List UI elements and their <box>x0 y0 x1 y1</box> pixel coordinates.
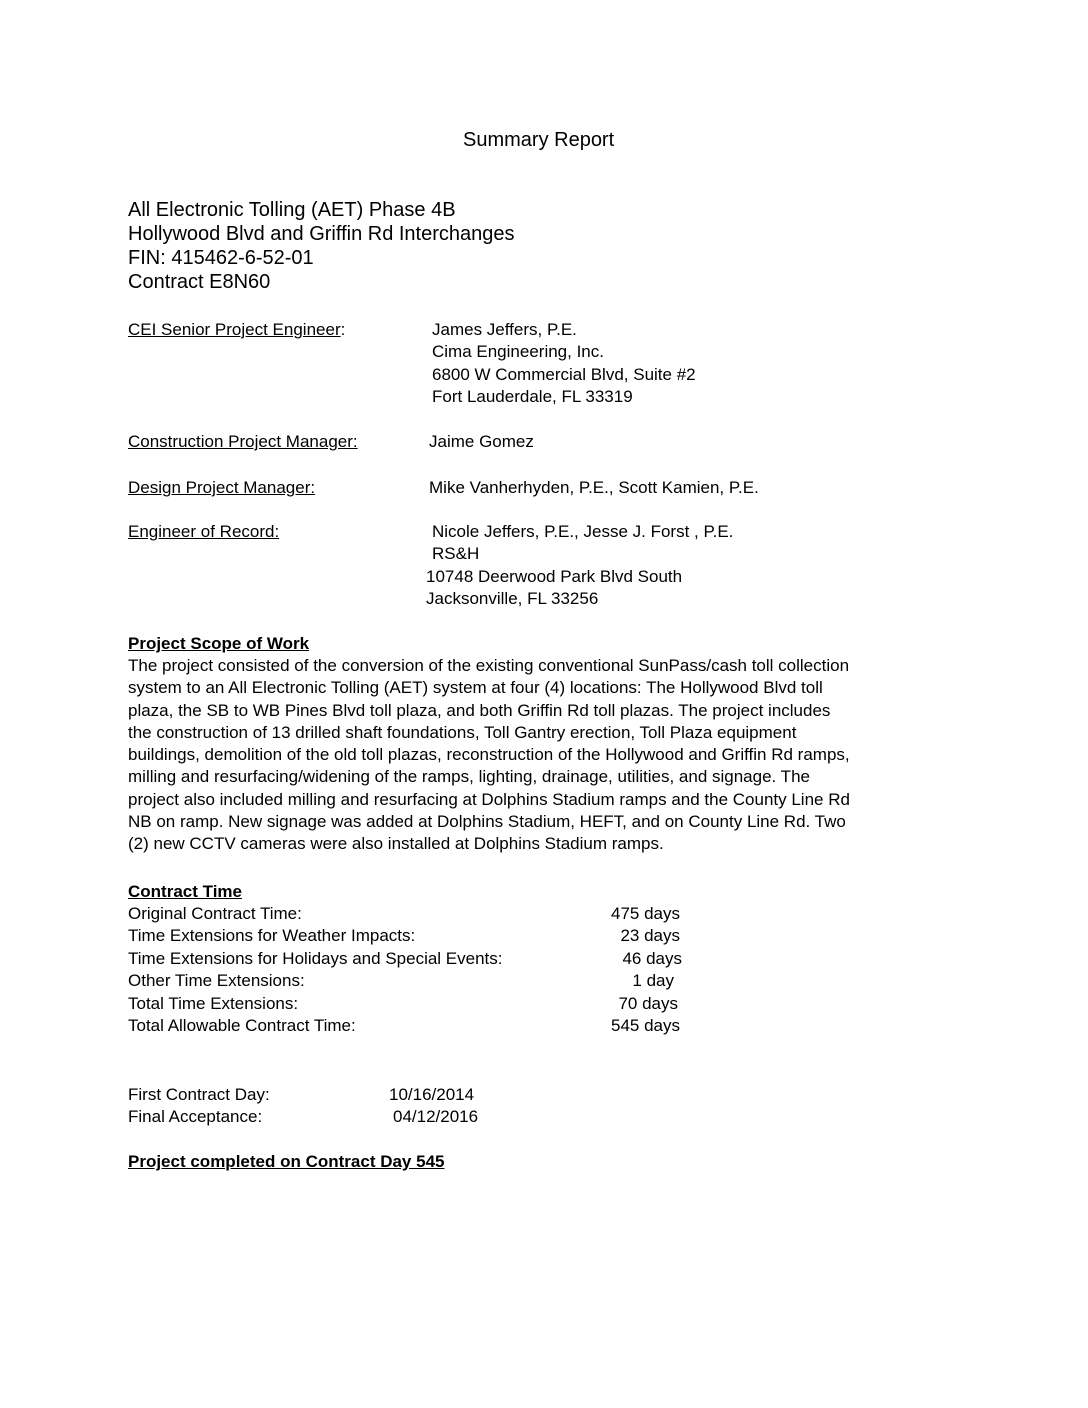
ct-row-value: 1 day <box>632 971 674 990</box>
scope-line: the construction of 13 drilled shaft foundations, Toll Gantry erection, Toll Plaza equipment <box>128 722 797 742</box>
ct-row-label: Original Contract Time: <box>128 904 302 923</box>
scope-paragraph <box>128 655 968 856</box>
ct-row-label: Total Time Extensions: <box>128 994 299 1013</box>
ct-row-label: Time Extensions for Weather Impacts: <box>128 926 416 945</box>
dpm-value: Mike Vanherhyden, P.E., Scott Kamien, P.E. <box>429 478 759 497</box>
scope-heading: Project Scope of Work <box>128 634 310 653</box>
eor-address: 10748 Deerwood Park Blvd South <box>426 567 683 586</box>
project-interchanges: Hollywood Blvd and Griffin Rd Interchanges <box>128 223 515 245</box>
scope-line: (2) new CCTV cameras were also installed at Dolphins Stadium ramps. <box>128 834 664 854</box>
scope-line: milling and resurfacing/widening of the ramps, lighting, drainage, utilities, and signage. The <box>128 767 810 787</box>
ct-row-value: 23 days <box>620 926 680 945</box>
scope-line: project also included milling and resurfacing at Dolphins Stadium ramps and the County Line Rd <box>128 789 850 809</box>
first-contract-day-label: First Contract Day: <box>128 1085 270 1104</box>
cei-company: Cima Engineering, Inc. <box>432 342 604 361</box>
eor-city: Jacksonville, FL 33256 <box>426 589 599 608</box>
cpm-value: Jaime Gomez <box>429 432 534 451</box>
project-fin: FIN: 415462-6-52-01 <box>128 247 314 269</box>
scope-line: NB on ramp. New signage was added at Dolphins Stadium, HEFT, and on County Line Rd. Two <box>128 812 846 832</box>
ct-row-value: 46 days <box>622 949 682 968</box>
scope-line: system to an All Electronic Tolling (AET) system at four (4) locations: The Hollywood Blvd toll <box>128 678 823 698</box>
cei-name: James Jeffers, P.E. <box>432 320 577 339</box>
scope-line: plaza, the SB to WB Pines Blvd toll plaza, and both Griffin Rd toll plazas. The project includes <box>128 700 831 720</box>
cpm-label: Construction Project Manager: <box>128 432 358 451</box>
final-acceptance-value: 04/12/2016 <box>393 1107 479 1126</box>
eor-label: Engineer of Record: <box>128 522 280 541</box>
ct-row-value: 545 days <box>611 1016 680 1035</box>
dpm-label: Design Project Manager: <box>128 478 316 497</box>
scope-line: The project consisted of the conversion of the existing conventional SunPass/cash toll collection <box>128 656 850 675</box>
scope-line: buildings, demolition of the old toll plazas, reconstruction of the Hollywood and Griffin Rd ramps, <box>128 745 850 765</box>
ct-row-label: Time Extensions for Holidays and Special Events: <box>128 949 503 968</box>
ct-row-label: Other Time Extensions: <box>128 971 305 990</box>
ct-row-label: Total Allowable Contract Time: <box>128 1016 356 1035</box>
first-contract-day-value: 10/16/2014 <box>389 1085 475 1104</box>
cei-label-colon: : <box>340 320 346 339</box>
cei-label <box>128 319 345 341</box>
cei-city: Fort Lauderdale, FL 33319 <box>432 387 633 406</box>
ct-row-value: 70 days <box>618 994 678 1013</box>
ct-row-value: 475 days <box>611 904 680 923</box>
cei-label-text: CEI Senior Project Engineer <box>128 320 341 339</box>
completion-note: Project completed on Contract Day 545 <box>128 1152 445 1171</box>
eor-firm: RS&H <box>432 544 480 563</box>
eor-names: Nicole Jeffers, P.E., Jesse J. Forst , P.E. <box>432 522 734 541</box>
project-name: All Electronic Tolling (AET) Phase 4B <box>128 199 456 221</box>
cei-address: 6800 W Commercial Blvd, Suite #2 <box>432 365 696 384</box>
project-contract: Contract E8N60 <box>128 271 271 293</box>
contract-time-heading: Contract Time <box>128 882 242 901</box>
page-title: Summary Report <box>463 129 615 151</box>
final-acceptance-label: Final Acceptance: <box>128 1107 263 1126</box>
